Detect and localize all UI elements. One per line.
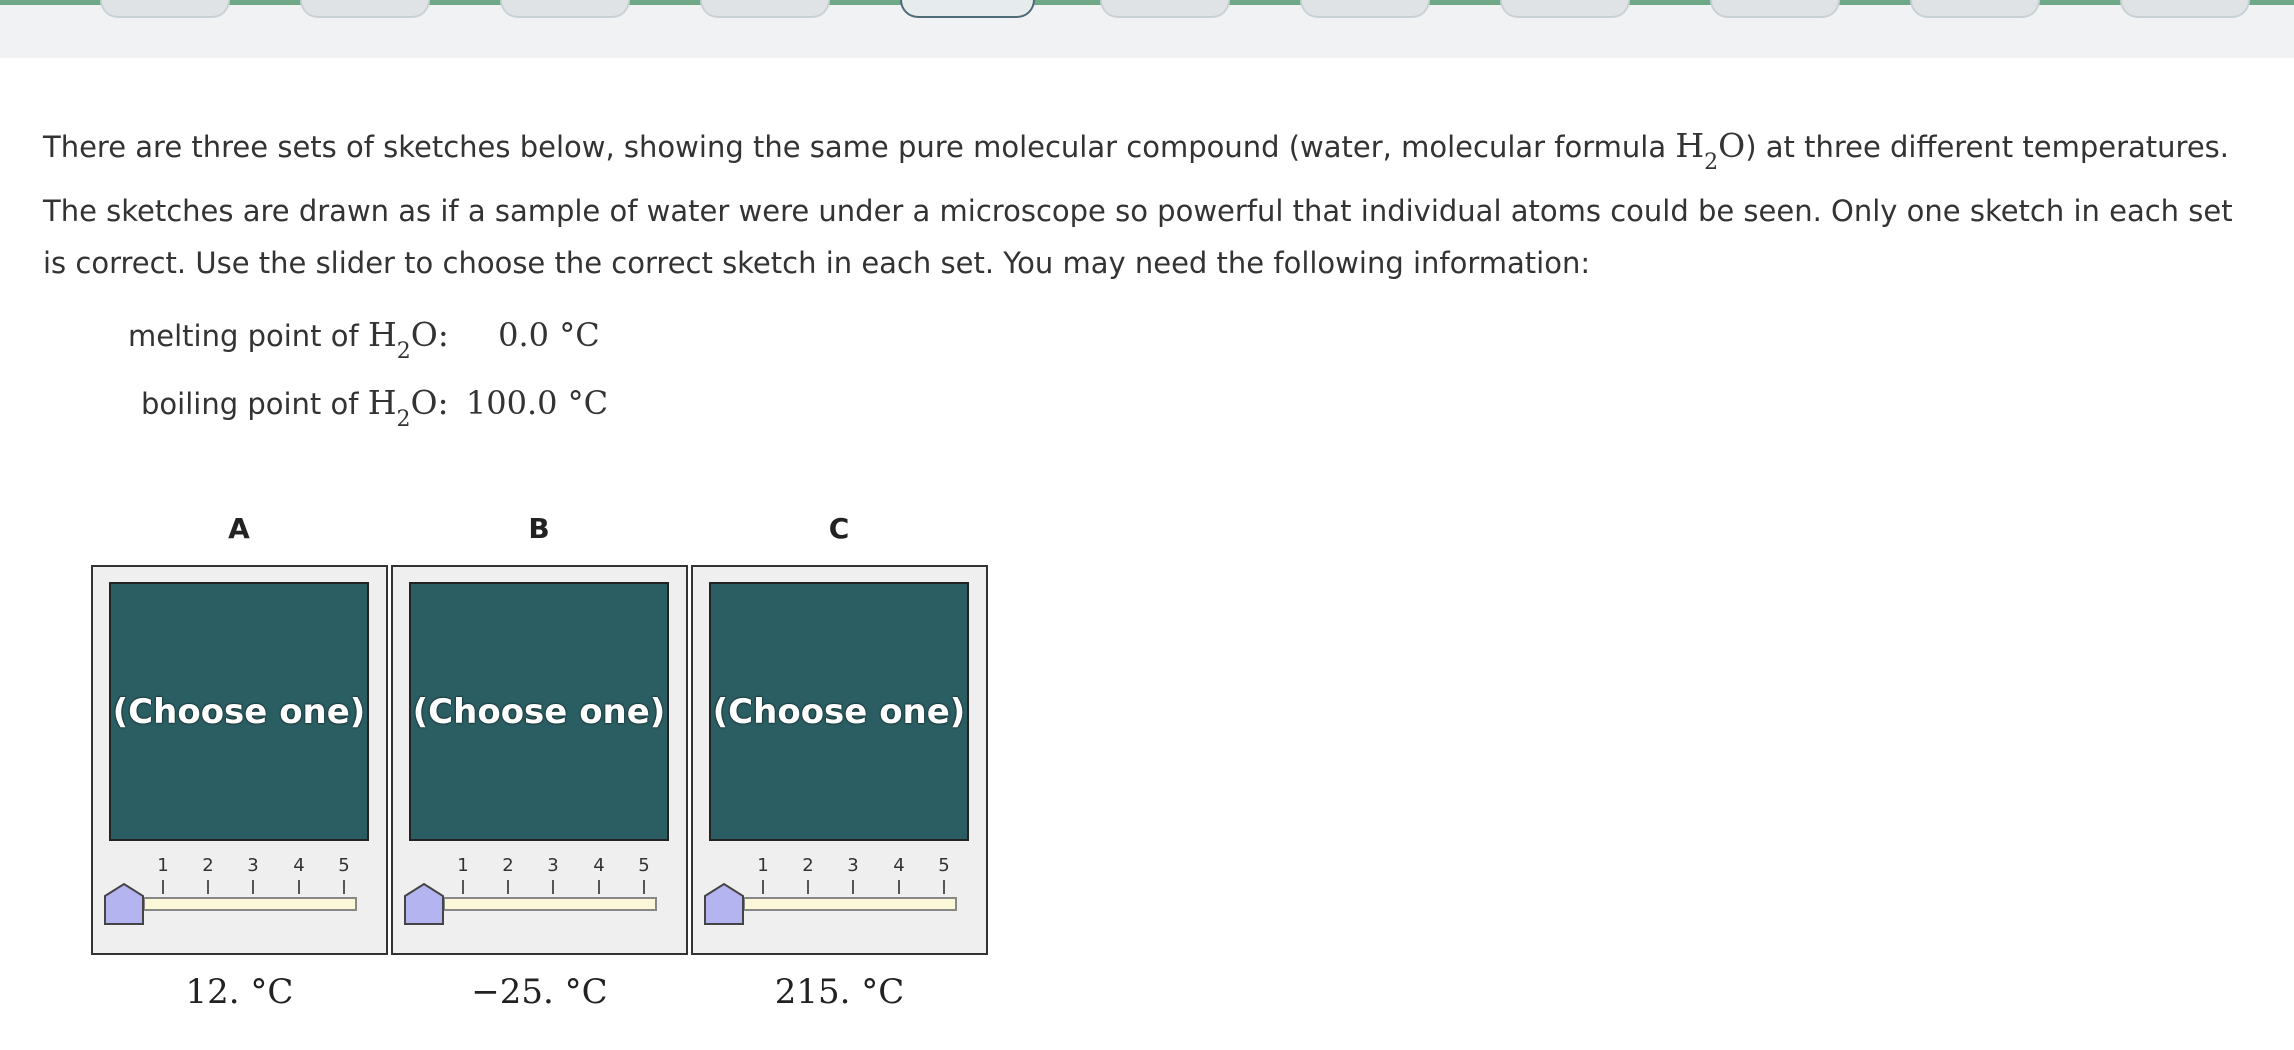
slider-tick: 5 — [632, 855, 656, 894]
slider-track[interactable] — [143, 897, 357, 911]
formula-h2o: $H_2O$: — [367, 315, 449, 364]
nav-tab[interactable] — [1300, 0, 1430, 18]
melting-point-label: melting point of — [128, 319, 368, 353]
formula-h2o: $H_2O$: — [367, 383, 449, 432]
sketch-panel-c — [691, 565, 988, 955]
slider-thumb[interactable] — [403, 882, 445, 926]
slider-tick: 4 — [587, 855, 611, 894]
set-label-a: A — [228, 512, 250, 545]
slider-tick: 3 — [541, 855, 565, 894]
formula-h2o: $H_2O$ — [1675, 126, 1746, 175]
sketch-display — [709, 582, 969, 841]
question-text: There are three sets of sketches below, showing the same pure molecular compound (water, molecular formula $H_2O$) at three different temperatures. The sketches are drawn as if a sample of water were under a microscope so powerful that individual atoms could be seen. Only one sketch in each set is correct. Use the slider to choose the correct sketch in each set. You may need the following information: — [43, 126, 2233, 280]
choose-one-label: (Choose one) — [712, 691, 966, 732]
boiling-point-value: 100.0 °C — [465, 384, 609, 422]
sketch-panel-b — [391, 565, 688, 955]
top-nav-bar — [0, 0, 2294, 58]
nav-tab[interactable] — [1100, 0, 1230, 18]
nav-tab[interactable] — [100, 0, 230, 18]
nav-tab[interactable] — [500, 0, 630, 18]
nav-tab[interactable] — [300, 0, 430, 18]
slider-tick: 4 — [287, 855, 311, 894]
slider-thumb[interactable] — [703, 882, 745, 926]
temperature-b: −25. °C — [471, 972, 608, 1012]
slider-tick: 3 — [841, 855, 865, 894]
boiling-point-label: boiling point of — [141, 387, 368, 421]
nav-tab[interactable] — [1500, 0, 1630, 18]
set-label-c: C — [828, 512, 850, 545]
slider-tick: 5 — [332, 855, 356, 894]
nav-tab[interactable] — [1910, 0, 2040, 18]
nav-tab[interactable] — [1710, 0, 1840, 18]
set-label-b: B — [528, 512, 550, 545]
slider-tick: 3 — [241, 855, 265, 894]
slider-track[interactable] — [743, 897, 957, 911]
slider-tick: 1 — [451, 855, 475, 894]
choose-one-label: (Choose one) — [412, 691, 666, 732]
nav-tab[interactable] — [2120, 0, 2250, 18]
temperature-a: 12. °C — [185, 972, 294, 1012]
slider-tick: 2 — [796, 855, 820, 894]
melting-point-row — [128, 315, 600, 364]
slider-tick: 2 — [196, 855, 220, 894]
slider-tick: 1 — [151, 855, 175, 894]
sketch-panel-a — [91, 565, 388, 955]
sketch-display — [109, 582, 369, 841]
nav-tab-active[interactable] — [900, 0, 1035, 18]
slider-tick: 4 — [887, 855, 911, 894]
melting-point-value: 0.0 °C — [498, 316, 600, 354]
boiling-point-row — [141, 383, 609, 432]
slider-thumb[interactable] — [103, 882, 145, 926]
slider-track[interactable] — [443, 897, 657, 911]
temperature-c: 215. °C — [774, 972, 905, 1012]
slider-tick: 1 — [751, 855, 775, 894]
choose-one-label: (Choose one) — [112, 691, 366, 732]
nav-tab[interactable] — [700, 0, 830, 18]
sketch-display — [409, 582, 669, 841]
slider-tick: 5 — [932, 855, 956, 894]
slider-tick: 2 — [496, 855, 520, 894]
